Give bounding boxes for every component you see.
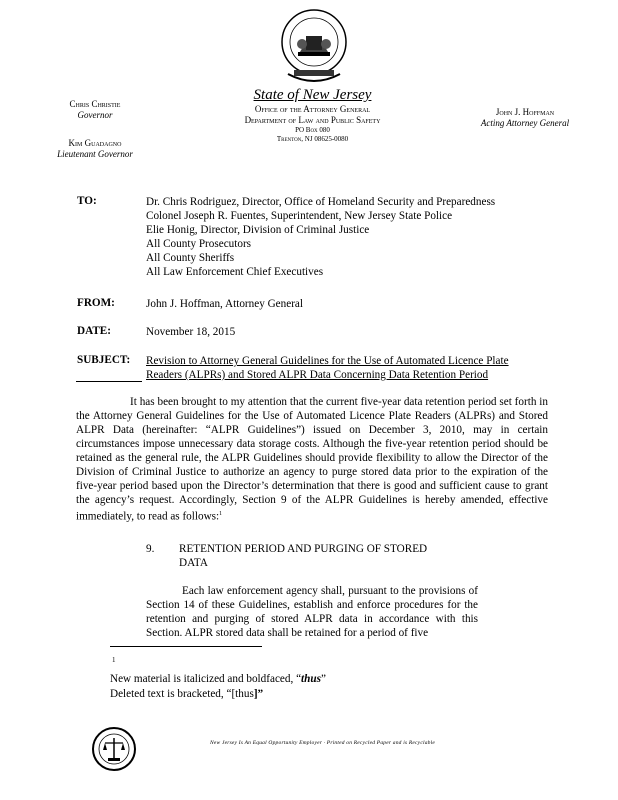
- office-name: Office of the Attorney General: [254, 104, 371, 114]
- footnote-number: 1: [112, 656, 116, 664]
- department-name: Department of Law and Public Safety: [244, 115, 381, 125]
- state-name: State of New Jersey: [253, 87, 372, 103]
- subject-line: Revision to Attorney General Guidelines for the Use of Automated Licence Plate: [146, 355, 509, 367]
- section-paragraph: Each law enforcement agency shall, pursuant to the provisions of Section 14 of these Guidelines, establish and enforce procedures for the retention and purging of stored ALPR data in accordance with this Section. ALPR stored data shall be retained for a period of five: [146, 585, 478, 639]
- subject-label-underline: [76, 381, 142, 382]
- city: Trenton, NJ 08625-0080: [276, 135, 349, 143]
- governor-block: [35, 99, 155, 160]
- subject-line: Readers (ALPRs) and Stored ALPR Data Concerning Data Retention Period: [146, 369, 489, 381]
- from-value: John J. Hoffman, Attorney General: [146, 298, 304, 310]
- to-recipients: [146, 195, 495, 279]
- body-paragraph: [76, 395, 548, 524]
- lt-governor-name: Kim Guadagno: [68, 138, 122, 148]
- recipient: Colonel Joseph R. Fuentes, Superintendent, New Jersey State Police: [146, 210, 453, 222]
- recipient: All Law Enforcement Chief Executives: [146, 266, 324, 278]
- attorney-general-block: [462, 107, 588, 129]
- section-title: RETENTION PERIOD AND PURGING OF STORED: [179, 543, 428, 555]
- subject-label: SUBJECT:: [77, 354, 131, 366]
- po-box: PO Box 080: [295, 126, 330, 134]
- section-heading: [146, 542, 428, 569]
- section-title: DATA: [179, 557, 208, 569]
- recipient: Elie Honig, Director, Division of Criminal Justice: [146, 224, 370, 236]
- section-number: 9.: [146, 543, 155, 555]
- subject-value: [146, 354, 509, 382]
- date-value: November 18, 2015: [146, 326, 236, 338]
- recipient: All County Prosecutors: [146, 238, 252, 250]
- attorney-general-title: Acting Attorney General: [480, 118, 570, 128]
- governor-name: Chris Christie: [69, 99, 121, 109]
- footnote-ref: 1: [219, 511, 223, 517]
- footnote-emphasis: thus: [301, 673, 321, 685]
- paragraph-text: It has been brought to my attention that the current five-year data retention period set forth in the Attorney General Guidelines for the Use of Automated Licence Plate Readers (ALPRs) and Stored ALPR Data (hereinafter: “ALPR Guidelines”) issued on December 3, 2010, may in certain circumstances impose unnecessary data storage costs. Although the five-year retention period should be retained as the general rule, the ALPR Guidelines should provide flexibility to allow the Director of the Division of Criminal Justice to authorize an agency to purge stored data prior to the expiration of the five-year period based upon the Director’s determination that there is good and sufficient cause to grant the agency’s request. Accordingly, Section 9 of the ALPR Guidelines is hereby amended, effective immediately, to read as follows:: [76, 396, 548, 523]
- governor-title: Governor: [77, 110, 113, 120]
- letterhead-center: [195, 86, 430, 144]
- recipient: Dr. Chris Rodriguez, Director, Office of Homeland Security and Preparedness: [146, 196, 496, 208]
- to-label: TO:: [77, 195, 97, 207]
- section-text: [146, 584, 478, 640]
- from-label: FROM:: [77, 297, 115, 309]
- footer-text: New Jersey Is An Equal Opportunity Employer · Printed on Recycled Paper and is Recyclable: [210, 740, 435, 746]
- date-label: DATE:: [77, 325, 111, 337]
- state-seal-icon: [280, 8, 348, 84]
- footnote-line-2: Deleted text is bracketed, “[thus]”: [110, 688, 264, 700]
- footnote-rule: [110, 646, 262, 647]
- footnote-line-1: New material is italicized and boldfaced, “thus”: [110, 673, 326, 685]
- department-seal-icon: [91, 726, 137, 772]
- recipient: All County Sheriffs: [146, 252, 235, 264]
- lt-governor-title: Lieutenant Governor: [57, 149, 133, 159]
- attorney-general-name: John J. Hoffman: [495, 107, 555, 117]
